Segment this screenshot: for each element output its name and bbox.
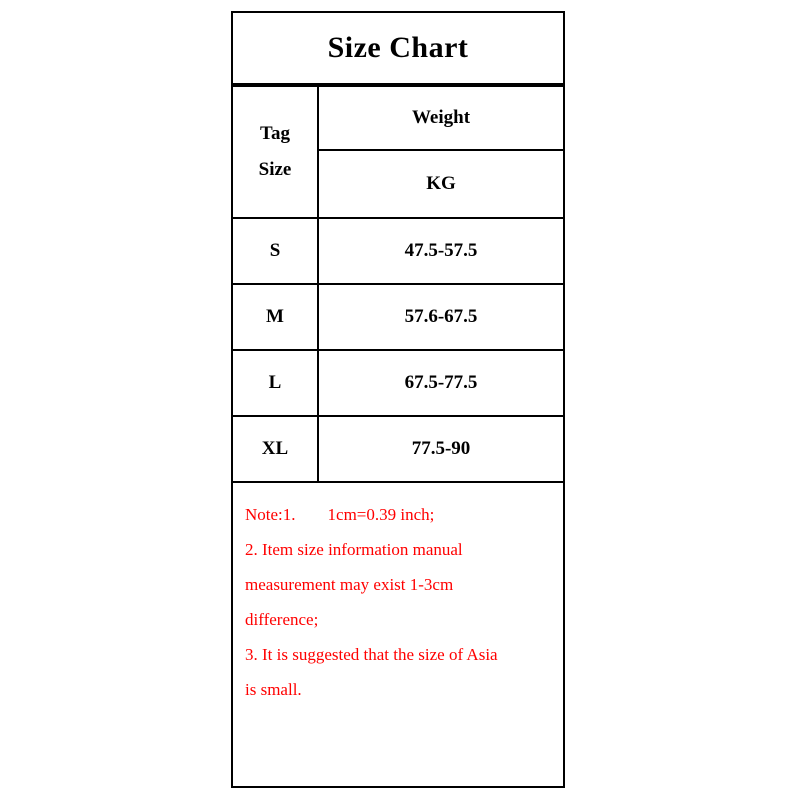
note-line-6: is small. [245,680,302,699]
tag-size-header-cell [233,86,318,218]
table-row [233,284,563,350]
note-line-2: 2. Item size information manual [245,540,463,559]
table-header-row [233,86,563,150]
table-row [233,416,563,482]
size-label-xl: XL [233,416,318,482]
note-line-5: 3. It is suggested that the size of Asia [245,645,498,664]
note-line-1 [245,497,549,532]
size-chart-card [231,11,565,788]
note-conversion: 1cm=0.39 inch; [327,505,435,524]
size-chart-table [233,85,563,483]
tag-header-line-2: Size [258,159,292,180]
weight-value-xl: 77.5-90 [318,416,563,482]
size-label-m: M [233,284,318,350]
page-title: Size Chart [327,31,469,64]
weight-unit-cell: KG [318,150,563,218]
note-line-3: measurement may exist 1-3cm [245,575,454,594]
chart-title-row [233,13,563,85]
table-row [233,350,563,416]
notes-section [233,483,563,707]
note-label: Note:1. [245,505,296,524]
weight-value-m: 57.6-67.5 [318,284,563,350]
note-line-4: difference; [245,610,319,629]
table-row [233,218,563,284]
weight-header-cell: Weight [318,86,563,150]
weight-value-s: 47.5-57.5 [318,218,563,284]
weight-value-l: 67.5-77.5 [318,350,563,416]
size-label-l: L [233,350,318,416]
size-label-s: S [233,218,318,284]
tag-header-line-1: Tag [260,122,290,144]
